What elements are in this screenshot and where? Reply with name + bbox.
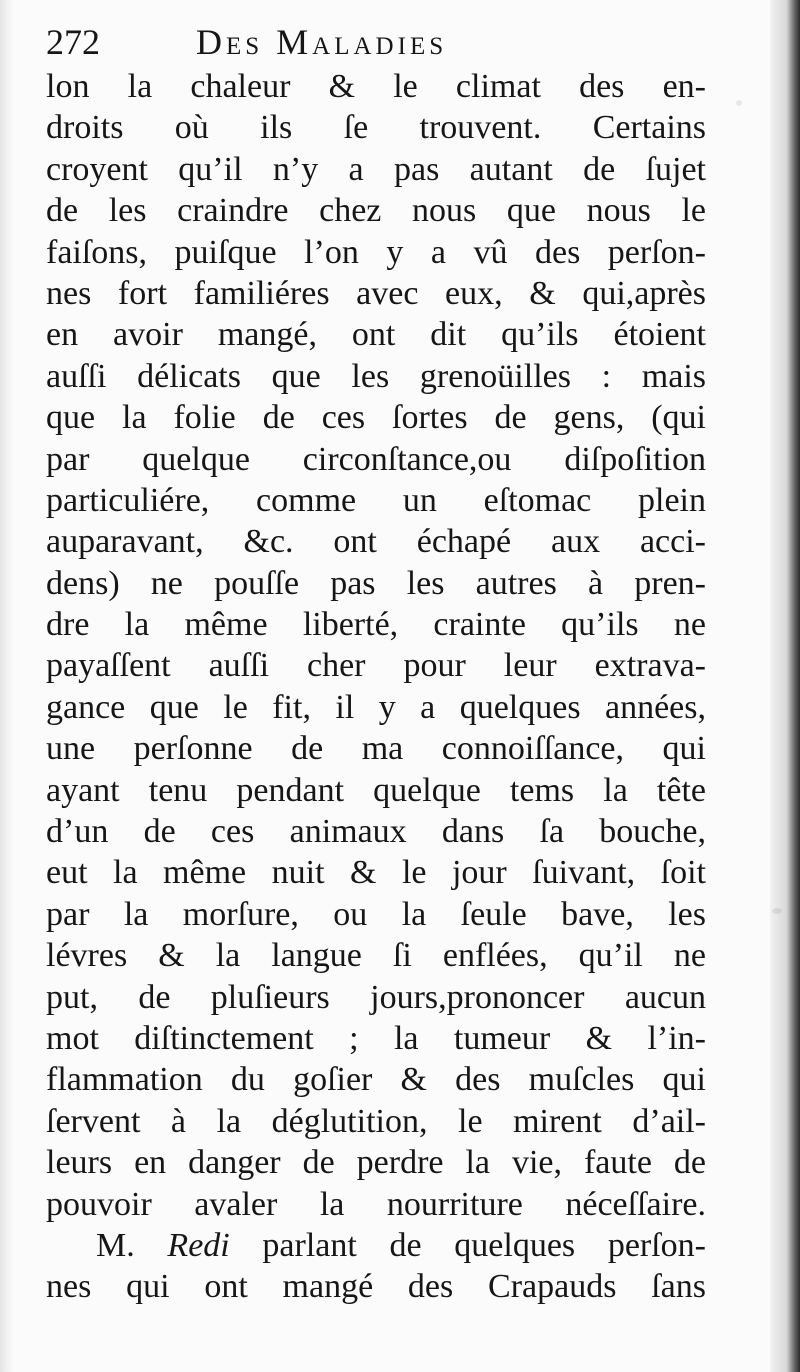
text-line: une perſonne de ma connoiſſance, qui [46, 730, 706, 768]
text-line: droits où ils ſe trouvent. Certains [46, 109, 706, 147]
text-line: auſſi délicats que les grenoüilles : mais [46, 357, 706, 395]
text-line: lon la chaleur & le climat des en- [46, 68, 706, 105]
body-text [46, 66, 706, 1308]
text-fragment: parlant de quelques perſon- [262, 1226, 706, 1264]
text-line: dens) ne pouſſe pas les autres à pren- [46, 564, 706, 602]
text-line: eut la même nuit & le jour ſuivant, ſoit [46, 854, 706, 892]
text-line: faiſons, puiſque l’on y a vû des perſon- [46, 233, 706, 271]
text-line: par la morſure, ou la ſeule bave, les [46, 895, 706, 933]
text-line: d’un de ces animaux dans ſa bouche, [46, 813, 706, 851]
ink-speck [772, 908, 782, 914]
running-head: Des Maladies [196, 22, 448, 62]
text-line: de les craindre chez nous que nous le [46, 192, 706, 230]
text-line: nes fort familiéres avec eux, & qui,après [46, 274, 706, 312]
text-line: nes qui ont mangé des Crapauds ſans [46, 1268, 706, 1306]
page-edge-shadow [770, 0, 800, 1372]
text-line: ayant tenu pendant quelque tems la tête [46, 771, 706, 809]
text-line: dre la même liberté, crainte qu’ils ne [46, 606, 706, 644]
paragraph-end-line: pouvoir avaler la nourriture néceſſaire. [46, 1185, 706, 1223]
author-name-redi: Redi [167, 1226, 230, 1264]
text-line: flammation du goſier & des muſcles qui [46, 1061, 706, 1099]
text-line: leurs en danger de perdre la vie, faute de [46, 1144, 706, 1182]
page-header [46, 18, 706, 66]
text-line: lévres & la langue ſi enflées, qu’il ne [46, 937, 706, 975]
text-line: ſervent à la déglutition, le mirent d’ail- [46, 1102, 706, 1140]
text-line: croyent qu’il n’y a pas autant de ſujet [46, 150, 706, 188]
text-line: put, de pluſieurs jours,prononcer aucun [46, 978, 706, 1016]
text-line: mot diſtinctement ; la tumeur & l’in- [46, 1019, 706, 1057]
left-page-shadow [0, 0, 14, 1372]
page-number: 272 [46, 22, 100, 62]
text-line: par quelque circonſtance,ou diſpoſition [46, 440, 706, 478]
ink-speck [736, 100, 742, 106]
text-line: que la folie de ces ſortes de gens, (qui [46, 399, 706, 437]
text-line: payaſſent auſſi cher pour leur extrava- [46, 647, 706, 685]
text-line: particuliére, comme un eſtomac plein [46, 481, 706, 519]
text-line: gance que le fit, il y a quelques années, [46, 688, 706, 726]
paragraph-start-line [46, 1225, 706, 1266]
text-line: auparavant, &c. ont échapé aux acci- [46, 523, 706, 561]
abbrev-monsieur: M. [96, 1226, 135, 1264]
text-line: en avoir mangé, ont dit qu’ils étoient [46, 316, 706, 354]
